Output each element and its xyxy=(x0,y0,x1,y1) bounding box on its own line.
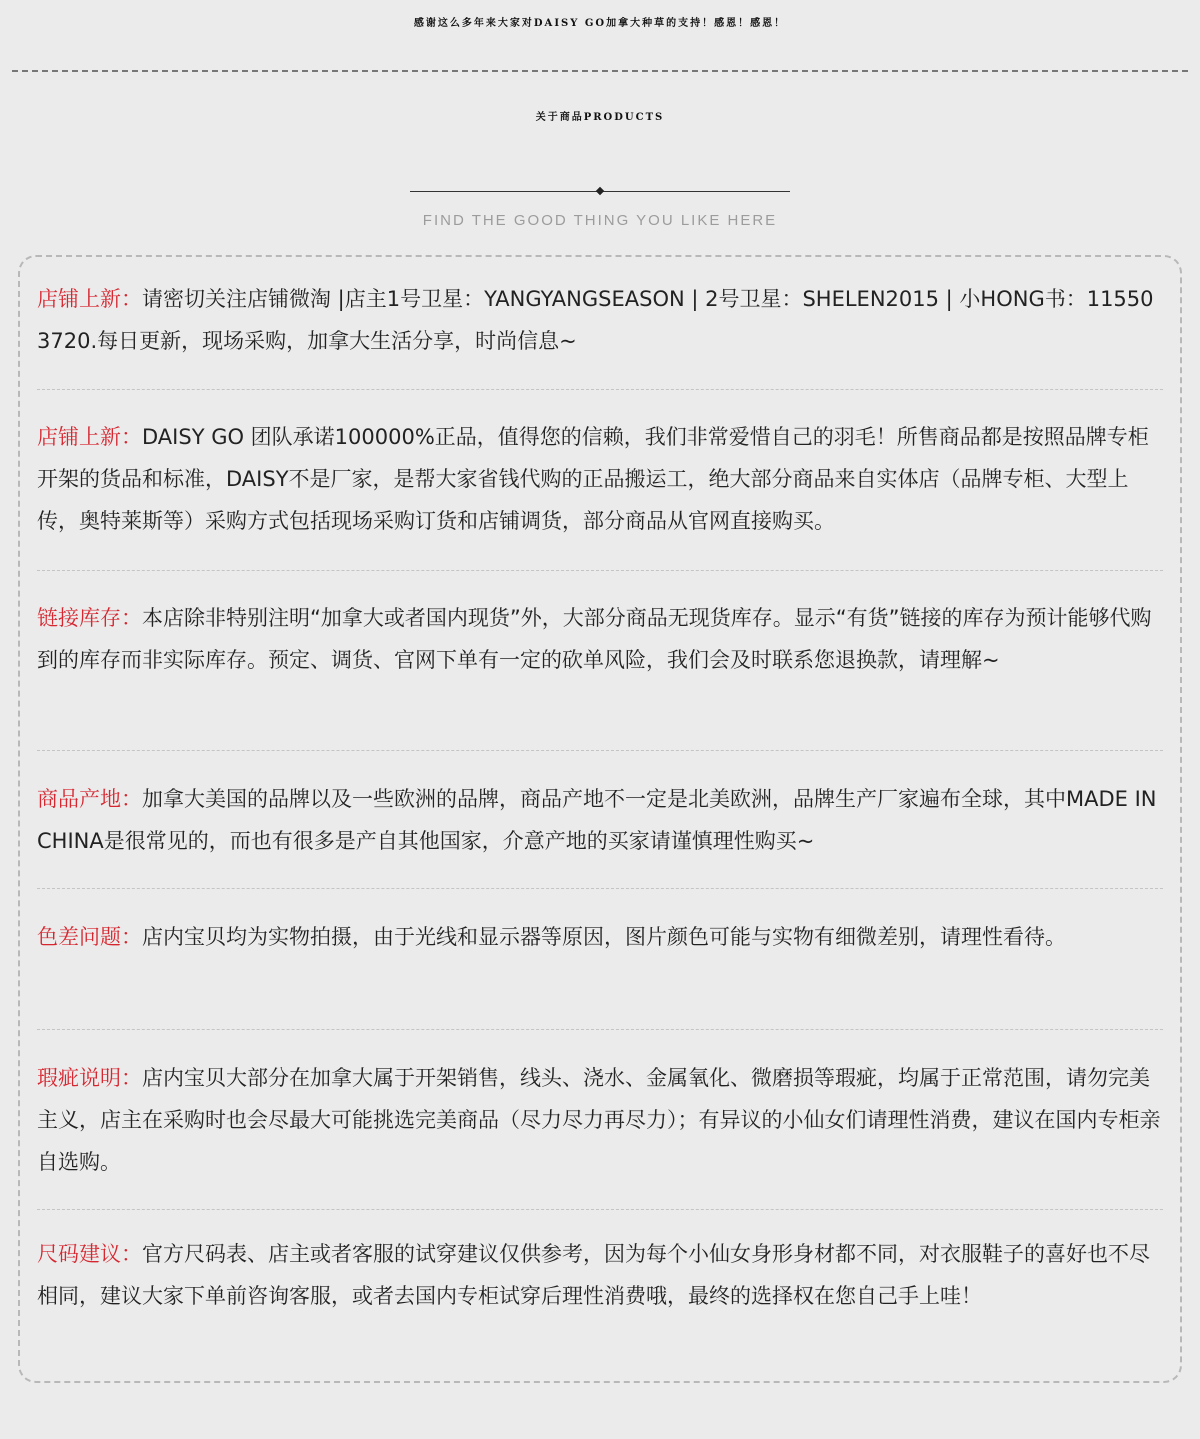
item-text: 请密切关注店铺微淘 |店主1号卫星：YANGYANGSEASON | 2号卫星：SHELEN2015 | 小HONG书：115503720.每日更新，现场采购，加拿大生活分享，时尚信息~ xyxy=(37,287,1154,353)
info-item-size-advice xyxy=(37,1233,1165,1317)
banner-text: 感谢这么多年来大家对DAISY GO加拿大种草的支持！感恩！感恩！ xyxy=(413,18,787,29)
info-item-stock xyxy=(37,597,1165,681)
item-separator xyxy=(37,888,1163,889)
info-item-color-difference xyxy=(37,916,1165,958)
item-label: 尺码建议： xyxy=(37,1242,142,1266)
item-text: 加拿大美国的品牌以及一些欧洲的品牌，商品产地不一定是北美欧洲，品牌生产厂家遍布全球，其中MADE IN CHINA是很常见的，而也有很多是产自其他国家，介意产地的买家请谨慎理性购买~ xyxy=(37,787,1157,853)
banner-divider xyxy=(12,70,1188,72)
section-title: 关于商品PRODUCTS xyxy=(535,112,665,123)
item-label: 店铺上新： xyxy=(37,425,142,449)
item-separator xyxy=(37,1209,1163,1210)
item-label: 瑕疵说明： xyxy=(37,1066,142,1090)
item-separator xyxy=(37,389,1163,390)
info-item-store-update xyxy=(37,278,1165,362)
section-subtitle: FIND THE GOOD THING YOU LIKE HERE xyxy=(422,212,778,229)
item-text: DAISY GO 团队承诺100000%正品，值得您的信赖，我们非常爱惜自己的羽毛！所售商品都是按照品牌专柜开架的货品和标准，DAISY不是厂家，是帮大家省钱代购的正品搬运工，绝大部分商品来自实体店（品牌专柜、大型上传，奥特莱斯等）采购方式包括现场采购订货和店铺调货，部分商品从官网直接购买。 xyxy=(37,425,1149,533)
info-item-origin xyxy=(37,778,1165,862)
item-text: 店内宝贝大部分在加拿大属于开架销售，线头、浇水、金属氧化、微磨损等瑕疵，均属于正常范围，请勿完美主义，店主在采购时也会尽最大可能挑选完美商品（尽力尽力再尽力）；有异议的小仙女们请理性消费，建议在国内专柜亲自选购。 xyxy=(37,1066,1161,1174)
diamond-icon xyxy=(596,187,604,195)
top-banner xyxy=(0,0,1200,72)
item-label: 店铺上新： xyxy=(37,287,142,311)
item-separator xyxy=(37,1029,1163,1030)
item-label: 色差问题： xyxy=(37,925,142,949)
item-text: 官方尺码表、店主或者客服的试穿建议仅供参考，因为每个小仙女身形身材都不同，对衣服鞋子的喜好也不尽相同，建议大家下单前咨询客服，或者去国内专柜试穿后理性消费哦，最终的选择权在您自己手上哇！ xyxy=(37,1242,1150,1308)
info-item-defects xyxy=(37,1057,1165,1183)
item-text: 店内宝贝均为实物拍摄，由于光线和显示器等原因，图片颜色可能与实物有细微差别，请理性看待。 xyxy=(142,925,1066,949)
item-label: 商品产地： xyxy=(37,787,142,811)
info-item-authenticity xyxy=(37,416,1165,542)
item-label: 链接库存： xyxy=(37,606,142,630)
item-separator xyxy=(37,750,1163,751)
item-text: 本店除非特别注明“加拿大或者国内现货”外，大部分商品无现货库存。显示“有货”链接的库存为预计能够代购到的库存而非实际库存。预定、调货、官网下单有一定的砍单风险，我们会及时联系您退换款，请理解~ xyxy=(37,606,1152,672)
item-separator xyxy=(37,570,1163,571)
